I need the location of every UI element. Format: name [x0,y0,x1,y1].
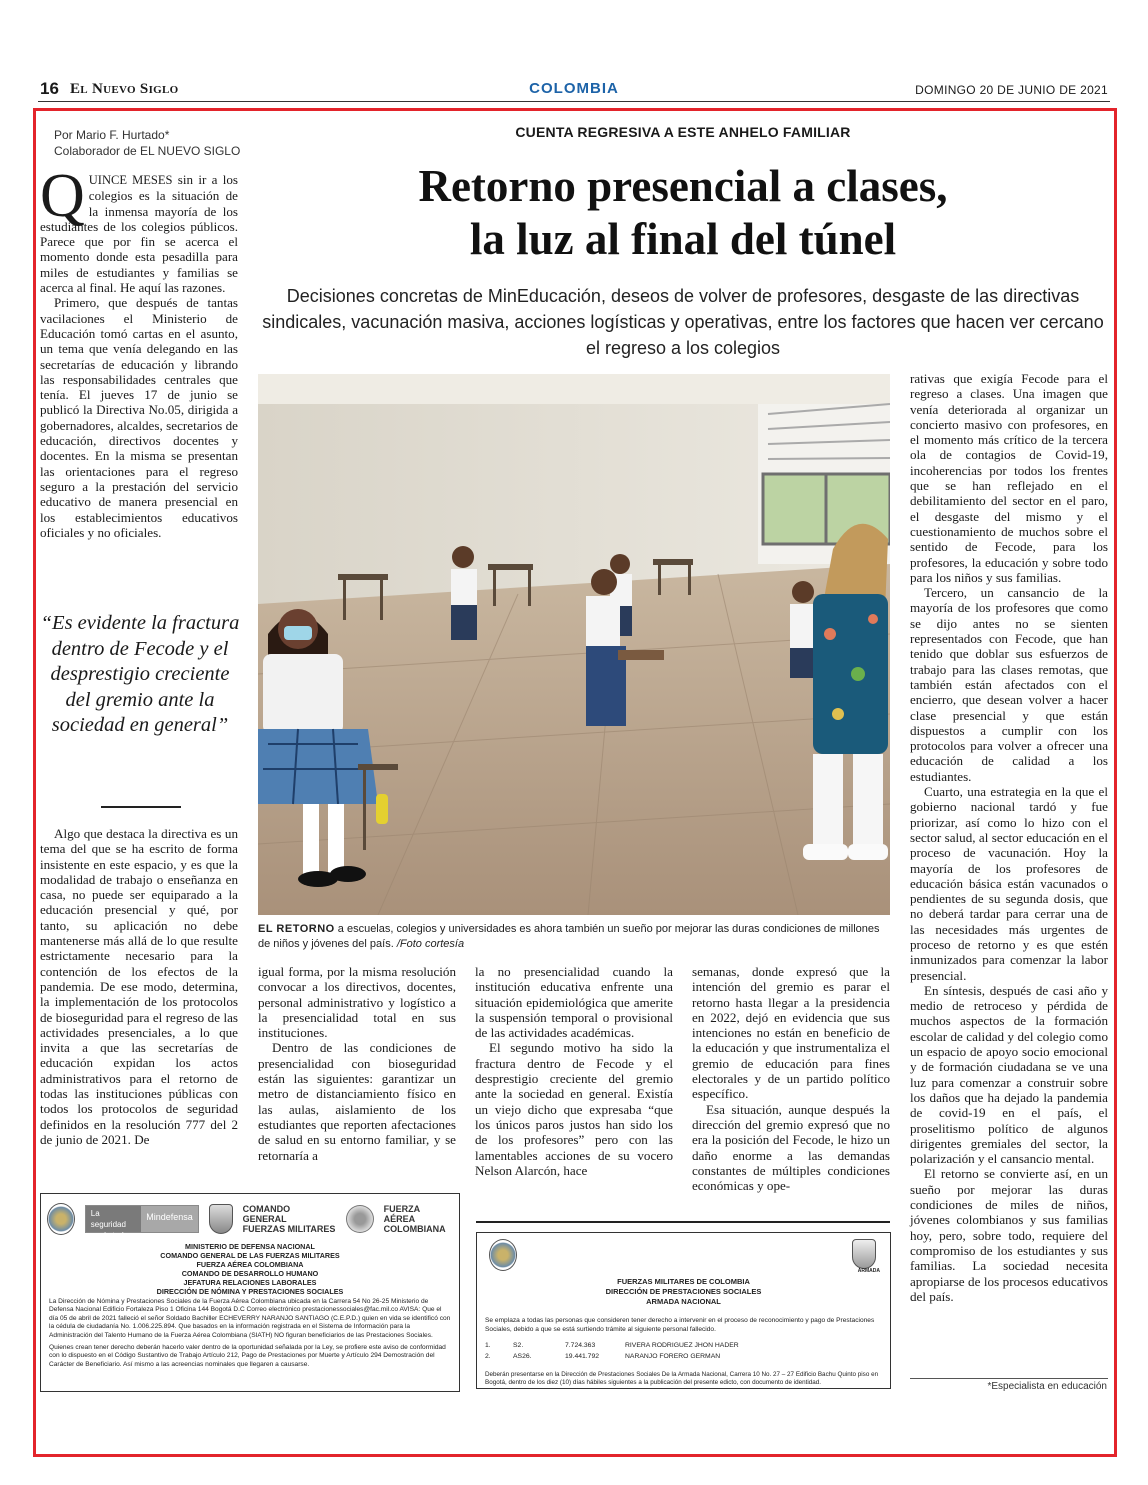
paragraph: Tercero, un cansancio de la mayoría de los profesores que como se dijo antes no se sienten representados con Fecode, que han tenido que doblar sus esfuerzos de trabajo para las clases remotas, que también están afectados con el encierro, que desean volver a hacer clase presencial y que están dispuestos a cumplir con los protocolos para volver a ofrecer una educación de calidad a los estudiantes. [910,585,1108,784]
table-cell: 19.441.792 [565,1353,600,1360]
kicker: CUENTA REGRESIVA A ESTE ANHELO FAMILIAR [515,124,851,140]
table-cell: RIVERA RODRIGUEZ JHON HADER [625,1342,739,1349]
headline [258,160,1108,266]
notice-heading: JEFATURA RELACIONES LABORALES [183,1278,317,1287]
notice-separator-rule [476,1221,890,1223]
paragraph: igual forma, por la misma resolución convocar a los directivos, docentes, personal administrativo y logístico a la presencialidad total en sus instituciones. [258,964,456,1041]
drop-cap: Q [40,162,85,230]
colombia-seal-icon [47,1203,75,1235]
mindefensa-logo: Mindefensa [141,1206,198,1232]
article-column-5 [910,371,1108,1304]
table-row [485,1352,743,1363]
pull-quote: “Es evidente la fractura dentro de Fecode y el desprestigio creciente del gremio ante la sociedad en general” [40,612,240,736]
table-cell: AS26. [513,1353,532,1360]
footnote-rule [910,1378,1108,1379]
government-logo [85,1205,199,1240]
lead-opener: UINCE MESES [88,173,173,187]
notice-footer: Deberán presentarse en la Dirección de Prestaciones Sociales De la Armada Nacional, Carrera 10 No. 27 – 27 Edificio Bachu Quinto piso en Bogotá, dentro de los diez (10) días hábiles siguientes a la publicación del presente edicto, con documento de identidad. [485,1371,879,1387]
notice-heading: COMANDO GENERAL DE LAS FUERZAS MILITARES [160,1251,340,1260]
legal-notice-armada [476,1232,891,1389]
classroom-photo [258,374,890,915]
fac-logo-text [384,1204,453,1234]
notice-paragraph: Quienes crean tener derecho deberán hacerlo valer dentro de la oportunidad señalada por la Ley, se profiere este aviso de conformidad con lo dispuesto en el Código Sustantivo de Trabajo Artículo 212, Pago de Prestaciones por Muerte y Artículo 294 Demostración del Carácter de Beneficiario. Así mismo a las acreencias nominales que llegaren a causarse. [49,1344,446,1368]
notice-headings [477,1277,890,1307]
table-cell: S2. [513,1342,524,1349]
military-crest-icon [209,1204,233,1234]
notice-logos [47,1202,453,1240]
paragraph: El segundo motivo ha sido la fractura dentro de Fecode y el desprestigio creciente del gremio ante la sociedad en general. Existía un viejo dicho que expresaba “que los únicos paros justos han sido los de los profesores” pero con las lamentables acciones de su vocero Nelson Alarcón, hace [475,1040,673,1178]
headline-line-1: Retorno presencial a clases, [418,161,948,211]
logo-gov-line-2: es de todos [90,1231,133,1240]
deck-subtitle: Decisiones concretas de MinEducación, deseos de volver de profesores, desgaste de las directivas sindicales, vacunación masiva, acciones logísticas y operativas, entre los factores que hacen ver cercano el regreso a los colegios [262,286,1104,358]
colombia-seal-icon [489,1239,517,1271]
armada-crest-icon [852,1239,876,1269]
air-force-wings-icon [346,1205,374,1233]
paragraph: Dentro de las condiciones de presencialidad con bioseguridad están las siguientes: garantizar un metro de distanciamiento físico en las aulas, aislamiento de los estudiantes que reporten afectaciones de salud en su entorno familiar, y se retornaría a [258,1040,456,1163]
table-cell: 2. [485,1353,491,1360]
photo-credit: /Foto cortesía [396,938,465,950]
notice-heading: DIRECCIÓN DE NÓMINA Y PRESTACIONES SOCIALES [156,1287,344,1296]
notice-paragraph: La Dirección de Nómina y Prestaciones Sociales de la Fuerza Aérea Colombiana ubicada en la Carrera 54 No 26-25 Ministerio de Defensa Nacional Edificio Fortaleza Piso 1 Oficina 144 Bogotá D.C Correo electrónico prestacionessociales@fac.mil.co AVISA: Que el día 05 de abril de 2021 falleció el señor Soldado Bachiller ECHEVERRY NARANJO SANTIAGO (C.E.P.D.) quien en vida se identificó con la cédula de ciudadanía No. 1.006.225.894. Que basados en la información registrada en el Sistema de Información para la Administración del Talento Humano de la Fuerza Aérea Colombiana (SIATH) NO figuran beneficiarios de las Prestaciones Sociales. [49,1298,451,1339]
caption-lead: EL RETORNO [258,923,335,935]
photo-caption [258,922,890,952]
fac-line-1: FUERZA AÉREA [383,1204,420,1224]
paragraph: Primero, que después de tantas vacilaciones el Ministerio de Educación tomó cartas en el asunto, un tema que venía delegando en las secretarías de educación y librando las responsabilidades centrales que tenía. El jueves 17 de junio se publicó la Directiva No.05, dirigida a gobernadores, alcaldes, secretarios de educación, directivos docentes y docentes. En la misma se presentan las orientaciones para el regreso seguro a la prestación del servicio educativo de manera presencial en los establecimientos educativos oficiales y no oficiales. [40,295,238,540]
page-number: 16 [40,79,59,98]
paragraph: Cuarto, una estrategia en la que el gobierno nacional tardó y fue priorizar, así como lo hizo con el sector salud, al sector educación en el proceso de vacunación. Hoy la mayoría de los profesores de educación básica están vacunados o pendientes de su segunda dosis, que no deberá tardar para cerrar una de las necesidades más urgentes de proceso de retorno y es que estén inmunizados para comenzar la labor presencial. [910,784,1108,983]
notice-headings [47,1242,453,1296]
fac-line-2: COLOMBIANA [383,1224,446,1234]
section-title: COLOMBIA [529,80,619,97]
notice-heading: COMANDO DE DESARROLLO HUMANO [181,1269,319,1278]
newspaper-name: El Nuevo Siglo [70,81,179,97]
logo-gov-line-1: La seguridad [90,1209,126,1229]
article-column-3 [475,964,673,1178]
caption-text: a escuelas, colegios y universidades es ahora también un sueño por mejorar las duras condiciones de millones de niños y jóvenes del país. [258,923,880,950]
pull-quote-rule [101,806,181,808]
table-row [485,1341,743,1352]
table-cell: NARANJO FORERO GERMAN [625,1353,721,1360]
notice-heading: FUERZA AÉREA COLOMBIANA [196,1260,304,1269]
author-footnote: *Especialista en educación [987,1381,1107,1392]
armada-crest-label: ARMADA [857,1268,880,1274]
paragraph: El retorno se convierte así, en un sueño por mejorar las duras condiciones de miles de niños, jóvenes colombianos y sus familias hoy, pero, sobre todo, requiere del compromiso de los estudiantes y sus familias. La sociedad necesita apropiarse de los procesos educativos del país. [910,1166,1108,1304]
notice-heading: ARMADA NACIONAL [646,1297,721,1306]
notice-body [49,1298,451,1373]
article-column-2 [258,964,456,1163]
paragraph: Esa situación, aunque después la dirección del gremio expresó que no era la posición del Fecode, le hizo un daño enorme a las demandas constantes de múltiples condiciones económicas y ope- [692,1101,890,1194]
paragraph: rativas que exigía Fecode para el regreso a clases. Una imagen que venía deteriorada al organizar un concierto masivo con profesores, en el momento más crítico de la tercera ola de contagios de Covid-19, incoherencias por todos los frentes que se han reflejado en el debilitamiento del sector en el paro, el desgaste del mismo y el cuestionamiento de muchos sobre el sentido de Fecode, para los profesores, la educación y sobre todo para los niños y sus familias. [910,371,1108,585]
header-rule [38,101,1110,102]
lead-paragraph [40,162,239,296]
cgfm-line-2: FUERZAS MILITARES [242,1224,336,1234]
cgfm-line-1: COMANDO GENERAL [242,1204,291,1224]
notice-heading: FUERZAS MILITARES DE COLOMBIA [617,1277,750,1286]
table-cell: 7.724.363 [565,1342,596,1349]
notice-intro: Se emplaza a todas las personas que consideren tener derecho a intervenir en el proceso de reconocimiento y pago de Prestaciones Sociales, debido a que se está surtiendo trámite al siguiente personal fallecido. [485,1317,875,1333]
byline-role: Colaborador de EL NUEVO SIGLO [54,144,241,158]
article-column-4 [692,964,890,1193]
article-column-1-bottom [40,826,238,1147]
deceased-personnel-table [485,1341,743,1363]
byline [54,127,244,159]
byline-author: Por Mario F. Hurtado* [54,128,170,142]
notice-heading: DIRECCIÓN DE PRESTACIONES SOCIALES [605,1287,762,1296]
legal-notice-fac [40,1193,460,1392]
cgfm-logo-text [243,1204,336,1234]
paragraph: semanas, donde expresó que la intención del gremio es parar el retorno hasta llegar a la presidencia en 2022, dejó en evidencia que sus intenciones no están en beneficio de la educación y que instrumentaliza el gremio de educación para fines electorales y de un partido político específico. [692,964,890,1102]
paragraph: Algo que destaca la directiva es un tema del que se ha escrito de forma insistente en este espacio, y es que la modalidad de trabajo o enseñanza en casa, no puede ser equiparado a la educación presencial y qué, por tanto, su aplicación no debe mantenerse más allá de lo que resulte estrictamente necesario para la contención de los efectos de la pandemia. De ese modo, determina, la implementación de los protocolos de bioseguridad para el regreso de las actividades presenciales, a lo que invita a que las secretarías de educación expidan los actos administrativos para el retorno de todas las instituciones públicas con todos los protocolos de seguridad definidos en la resolución 777 del 2 de junio de 2021. De [40,826,238,1147]
notice-heading: MINISTERIO DE DEFENSA NACIONAL [185,1242,315,1251]
table-cell: 1. [485,1342,491,1349]
publication-date: DOMINGO 20 DE JUNIO DE 2021 [915,83,1108,97]
article-column-1-top [40,162,239,540]
paragraph: En síntesis, después de casi año y medio de retroceso y pérdida de muchos aspectos de la formación escolar de calidad y del colegio como un espacio de apoyo socio emocional y de formación ciudadana se ve una luz para comenzar a construir sobre los daños que ha dejado la pandemia de covid-19 en el país, el proselitismo político de algunos dirigentes gremiales del sector, la polarización y el cansancio mental. [910,982,1108,1167]
paragraph: la no presencialidad cuando la institución educativa enfrente una situación epidemiológica que amerite la suspensión temporal o provisional de las actividades académicas. [475,964,673,1041]
lead-text: sin ir a los colegios es la situación de la inmensa mayoría de los estudiantes de los colegios públicos. Parece que por fin se acerca el momento donde esta pesadilla para miles de estudiantes y familias se acerca al final. He aquí las razones. [40,172,239,296]
headline-line-2: la luz al final del túnel [469,214,897,264]
